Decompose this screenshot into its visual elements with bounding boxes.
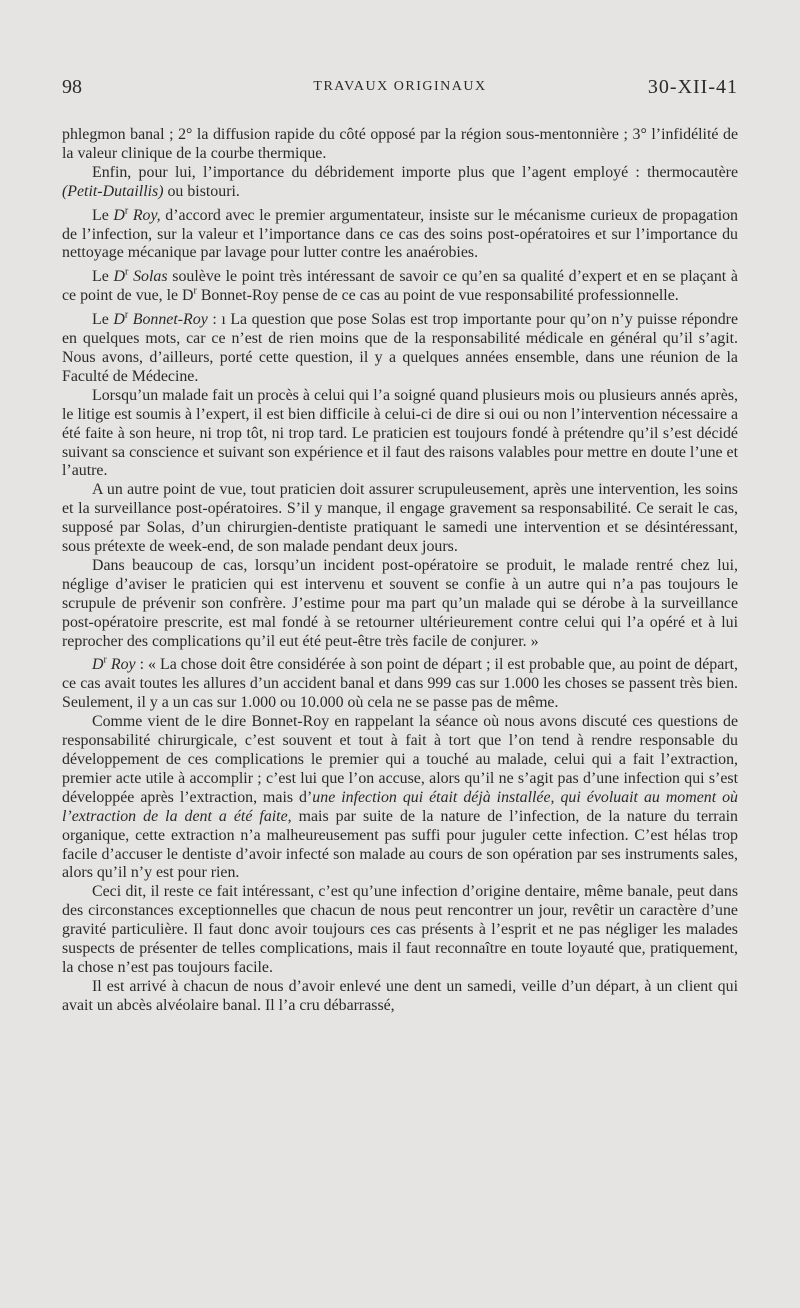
italic-text: (Petit-Dutaillis) <box>62 182 164 200</box>
paragraph-p11 <box>62 978 738 1016</box>
italic-text: D <box>113 311 125 329</box>
paragraph-p4 <box>62 311 738 387</box>
paragraph-p7 <box>62 557 738 652</box>
superscript: r <box>124 309 129 321</box>
paragraph-p1 <box>62 164 738 202</box>
paragraph-p3 <box>62 268 738 306</box>
italic-text: Solas <box>133 268 168 286</box>
paragraph-p5 <box>62 387 738 482</box>
issue-date: 30-XII-41 <box>647 76 738 98</box>
paragraph-p2 <box>62 207 738 264</box>
paragraph-p6 <box>62 481 738 557</box>
text-run: Dans beaucoup de cas, lorsqu’un incident post-opératoire se produit, le malade rentré chez lui, néglige d’aviser le praticien qui est intervenu et souvent se confie à un autre qui n’a pas toujours le scrupule de prévenir son confrère. J’estime pour ma part qu’un malade qui se dérobe à la surveillance post-opératoire prescrite, est mal fondé à se retourner ultérieurement contre celui qui l’a opéré et à lui reprocher des complications qu’il eut été peut-être très facile de conjurer. » <box>62 556 738 650</box>
paragraph-p9 <box>62 713 738 883</box>
text-run: Lorsqu’un malade fait un procès à celui qui l’a soigné quand plusieurs mois ou plusieurs annés après, le litige est soumis à l’expert, il est bien difficile à celui-ci de dire si oui ou non l’intervention nécessaire a été faite à son heure, ni trop tôt, ni trop tard. Le praticien est toujours fondé à prétendre qu’il s’est décidé suivant sa conscience et suivant son expérience et il faut des raisons valables pour mettre en doute l’une et l’autre. <box>62 386 739 480</box>
italic-text: une infection qui était déjà installée, qui évoluait au moment où l’extraction de la dent a été faite, <box>62 788 739 825</box>
running-title: TRAVAUX ORIGINAUX <box>313 79 487 94</box>
text-run: Ceci dit, il reste ce fait intéressant, c’est qu’une infection d’origine dentaire, même banale, peut dans des circonstances exceptionnelles que chacun de nous peut rencontrer un jour, revêtir un caractère d’une gravité particulière. Il faut donc avoir toujours ces cas présents à l’esprit et ne pas négliger les malades suspects de présenter de telles complications, mais il faut reconnaître en toute loyauté que, pratiquement, la chose n’est pas toujours facile. <box>62 883 738 976</box>
italic-text: D <box>113 206 125 224</box>
italic-text: D <box>92 656 104 674</box>
superscript: r <box>124 205 129 217</box>
italic-text: D <box>113 268 125 286</box>
superscript: r <box>125 267 129 279</box>
running-header <box>62 76 738 106</box>
paragraph-p0 <box>62 126 738 164</box>
superscript: r <box>193 285 197 297</box>
italic-text: Bonnet-Roy <box>132 311 208 329</box>
text-run: Le <box>92 206 114 224</box>
text-run: : ı La question que pose Solas est trop importante pour qu’on n’y puisse répondre en quelques mots, car ce n’est de rien moins que de la responsabilité médicale en général qu’il s’agit. Nous avons, d’ailleurs, porté cette question, il y a quelques années ensemble, dans une réunion de la Faculté de Médecine. <box>62 311 738 385</box>
text-run: Comme vient de le dire Bonnet-Roy en rappelant la séance où nous avons discuté ces questions de responsabilité chirurgicale, c’est souvent et tout à fait à tort que l’on tend à rendre responsable du développement de ces complications le premier qui a touché au malade, celui qui a fait l’extraction, premier acte utile à accomplir ; c’est lui que l’on accuse, alors qu’il ne s’agit pas d’une infection qui s’est développée après l’extraction, mais d’ <box>62 713 738 806</box>
text-run: ou bistouri. <box>163 182 240 200</box>
text-run: soulève le point très intéressant de savoir ce qu’en sa qualité d’expert et en se plaçant à ce point de vue, le D <box>62 268 738 305</box>
paragraph-p8 <box>62 656 738 713</box>
superscript: r <box>103 655 107 667</box>
text-run: Enfin, pour lui, l’importance du débridement importe plus que l’agent employé : thermocautère <box>92 163 738 181</box>
text-run: Le <box>92 311 114 329</box>
text-run: A un autre point de vue, tout praticien doit assurer scrupuleusement, après une intervention, les soins et la surveillance post-opératoires. S’il y manque, il engage gravement sa responsabilité. Ce serait le cas, supposé par Solas, d’un chirurgien-dentiste pratiquant le samedi une intervention et se désintéressant, sous prétexte de week-end, de son malade pendant deux jours. <box>62 481 738 556</box>
text-run: d’accord avec le premier argumentateur, insiste sur le mécanisme curieux de propagation de l’infection, sur la valeur et l’importance dans ce cas des soins post-opératoires et sur l’importance du nettoyage mécanique par lavage pour lutter contre les anaérobies. <box>62 206 738 262</box>
text-run: mais par suite de la nature de l’infection, de la nature du terrain organique, cette extraction n’a malheureusement pas suffi pour juguler cette infection. C’est hélas trop facile d’accuser le dentiste d’avoir infecté son malade au cours de son opération par ses instruments sales, alors qu’il n’y est pour rien. <box>62 807 738 882</box>
text-run: Le <box>92 268 114 286</box>
page-number: 98 <box>62 76 82 98</box>
text-run: phlegmon banal ; 2° la diffusion rapide du côté opposé par la région sous-mentonnière ; 3° l’infidélité de la valeur clinique de la courbe thermique. <box>62 126 738 162</box>
paragraph-p10 <box>62 883 738 978</box>
text-run: Bonnet-Roy pense de ce cas au point de vue responsabilité professionnelle. <box>196 287 679 305</box>
text-run: : « La chose doit être considérée à son point de départ ; il est probable que, au point de départ, ce cas avait toutes les allures d’un accident banal et dans 999 cas sur 1.000 les choses se passent très bien. Seulement, il y a un cas sur 1.000 ou 10.000 où cela ne se passe pas de même. <box>62 656 738 712</box>
text-run: Il est arrivé à chacun de nous d’avoir enlevé une dent un samedi, veille d’un départ, à un client qui avait un abcès alvéolaire banal. Il l’a cru débarrassé, <box>62 977 738 1014</box>
italic-text: Roy <box>110 656 136 674</box>
article-body <box>62 126 738 1016</box>
italic-text: Roy, <box>132 206 161 224</box>
